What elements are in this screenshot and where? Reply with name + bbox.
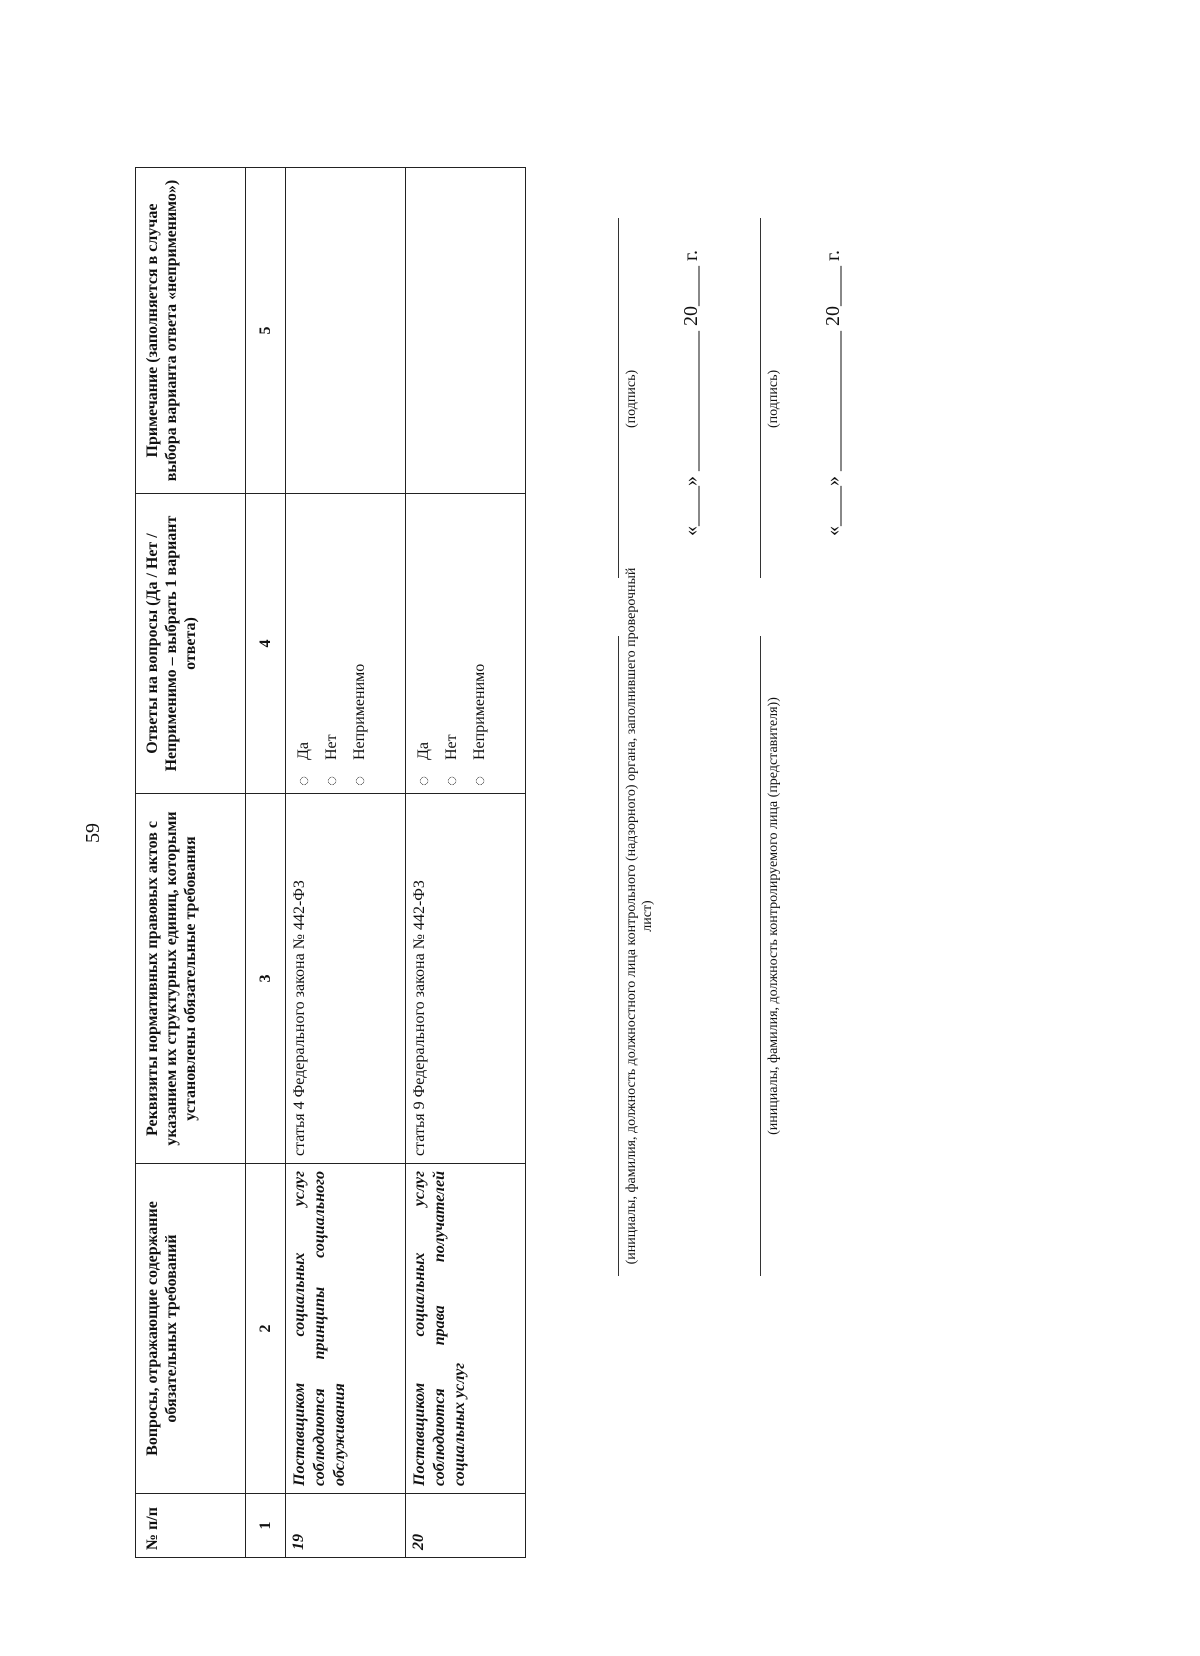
column-number: 4	[246, 494, 286, 794]
radio-button-icon[interactable]: ◌	[414, 775, 433, 786]
option-label: Да	[295, 741, 312, 760]
requirement-reference: статья 4 Федерального закона № 442-ФЗ	[286, 794, 406, 1164]
date-line[interactable]: «____» ______________ 20____ г.	[822, 250, 844, 536]
answer-option-no[interactable]	[438, 501, 466, 786]
answer-option-no[interactable]	[318, 501, 346, 786]
name-line[interactable]	[618, 636, 619, 1276]
answer-option-na[interactable]	[466, 501, 494, 786]
signature-caption: (подпись)	[624, 369, 639, 428]
column-number: 5	[246, 168, 286, 494]
answer-option-yes[interactable]	[410, 501, 438, 786]
header-requirements: Реквизиты нормативных правовых актов с указанием их структурных единиц, которыми установлены обязательные требования	[136, 794, 246, 1164]
header-note: Примечание (заполняется в случае выбора варианта ответа «неприменимо»)	[136, 168, 246, 494]
option-label: Нет	[323, 734, 340, 760]
answer-option-na[interactable]	[346, 501, 374, 786]
note-cell[interactable]	[406, 168, 526, 494]
row-number: 20	[406, 1494, 526, 1558]
column-number: 1	[246, 1494, 286, 1558]
signature-line[interactable]	[760, 218, 761, 578]
option-label: Неприменимо	[471, 663, 488, 760]
table-header-row	[136, 168, 246, 1558]
table-row	[406, 168, 526, 1558]
name-caption: (инициалы, фамилия, должность контролируемого лица (представителя))	[766, 697, 781, 1135]
option-label: Да	[415, 741, 432, 760]
column-number: 2	[246, 1164, 286, 1494]
table-row	[286, 168, 406, 1558]
answer-options	[406, 494, 526, 794]
column-number: 3	[246, 794, 286, 1164]
option-label: Нет	[443, 734, 460, 760]
date-line[interactable]: «____» ______________ 20____ г.	[680, 250, 702, 536]
header-questions: Вопросы, отражающие содержание обязательных требований	[136, 1164, 246, 1494]
radio-button-icon[interactable]: ◌	[294, 775, 313, 786]
radio-button-icon[interactable]: ◌	[442, 775, 461, 786]
question-text: Поставщиком социальных услуг соблюдаются права получателей социальных услуг	[406, 1164, 526, 1494]
name-caption: (инициалы, фамилия, должность должностного лица контрольного (надзорного) органа, заполнившего проверочный лист)	[624, 567, 655, 1265]
header-answers: Ответы на вопросы (Да / Нет / Неприменимо – выбрать 1 вариант ответа)	[136, 494, 246, 794]
answer-options	[286, 494, 406, 794]
note-cell[interactable]	[286, 168, 406, 494]
requirement-reference: статья 9 Федерального закона № 442-ФЗ	[406, 794, 526, 1164]
signature-caption: (подпись)	[766, 369, 781, 428]
checklist-table	[135, 167, 526, 1558]
name-line[interactable]	[760, 636, 761, 1276]
header-number: № п/п	[136, 1494, 246, 1558]
radio-button-icon[interactable]: ◌	[322, 775, 341, 786]
answer-option-yes[interactable]	[290, 501, 318, 786]
radio-button-icon[interactable]: ◌	[350, 775, 369, 786]
row-number: 19	[286, 1494, 406, 1558]
signature-line[interactable]	[618, 218, 619, 578]
question-text: Поставщиком социальных услуг соблюдаются принципы социального обслуживания	[286, 1164, 406, 1494]
column-number-row	[246, 168, 286, 1558]
radio-button-icon[interactable]: ◌	[470, 775, 489, 786]
page-number: 59	[82, 823, 104, 843]
option-label: Неприменимо	[351, 663, 368, 760]
